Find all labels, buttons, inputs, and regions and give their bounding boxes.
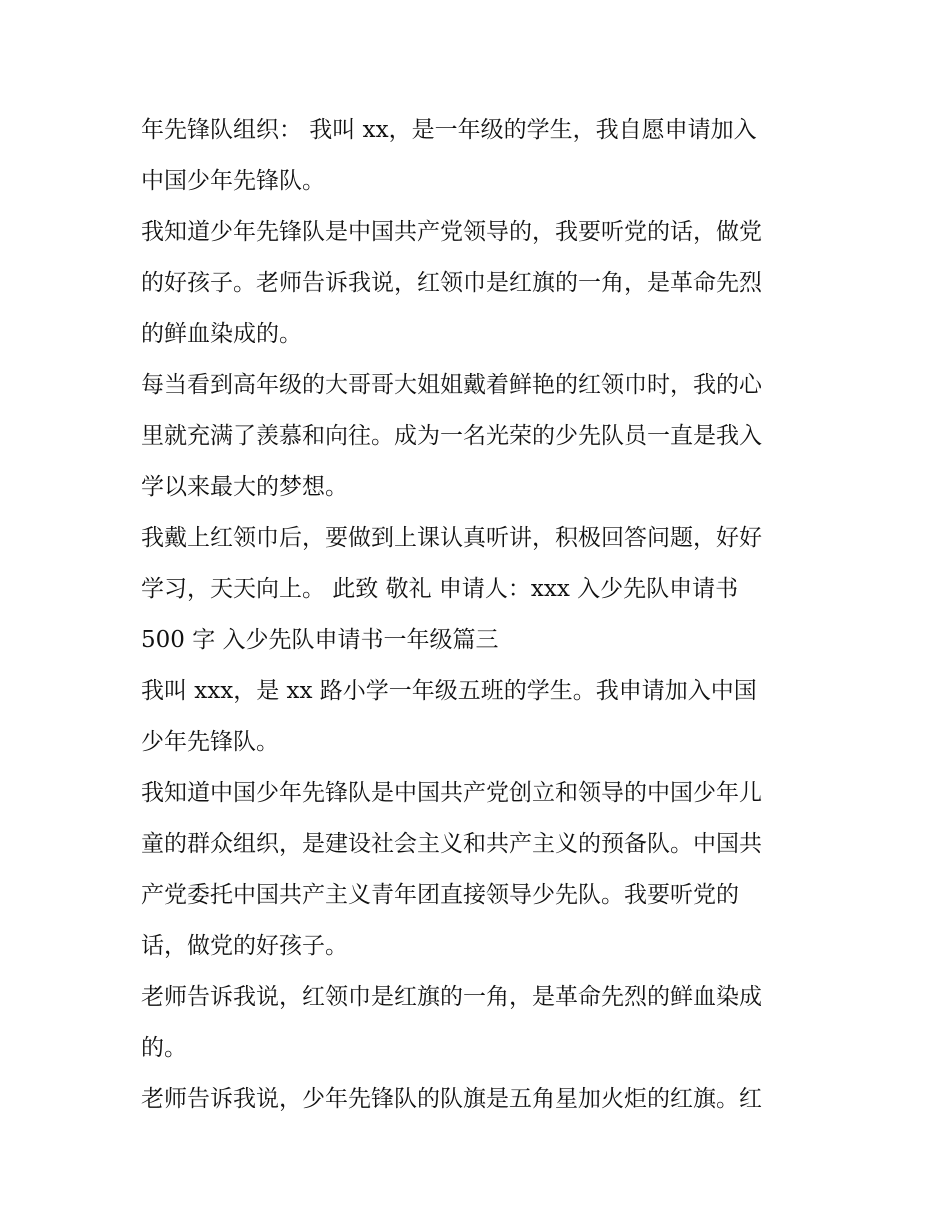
text-line: 年先锋队组织： 我叫 xx，是一年级的学生，我自愿申请加入 <box>141 117 757 143</box>
text-line: 产党委托中国共产主义青年团直接领导少先队。我要听党的 <box>141 882 739 908</box>
text-line: 的鲜血染成的。 <box>141 321 302 347</box>
text-line: 我叫 xxx，是 xx 路小学一年级五班的学生。我申请加入中国 <box>141 678 757 704</box>
text-line: 学以来最大的梦想。 <box>141 474 348 500</box>
text-line: 里就充满了羡慕和向往。成为一名光荣的少先队员一直是我入 <box>141 423 762 449</box>
text-line: 我知道少年先锋队是中国共产党领导的，我要听党的话，做党 <box>141 219 762 245</box>
text-line: 的。 <box>141 1035 187 1061</box>
text-line: 老师告诉我说，少年先锋队的队旗是五角星加火炬的红旗。红 <box>141 1086 762 1112</box>
text-line: 少年先锋队。 <box>141 729 279 755</box>
text-line: 中国少年先锋队。 <box>141 168 325 194</box>
text-line: 学习，天天向上。 此致 敬礼 申请人：xxx 入少先队申请书 <box>141 576 739 602</box>
text-line: 每当看到高年级的大哥哥大姐姐戴着鲜艳的红领巾时，我的心 <box>141 372 762 398</box>
text-line: 我戴上红领巾后，要做到上课认真听讲，积极回答问题，好好 <box>141 525 762 551</box>
text-line: 童的群众组织，是建设社会主义和共产主义的预备队。中国共 <box>141 831 762 857</box>
text-line: 500 字 入少先队申请书一年级篇三 <box>141 627 499 653</box>
text-line: 话，做党的好孩子。 <box>141 933 348 959</box>
text-line: 的好孩子。老师告诉我说，红领巾是红旗的一角，是革命先烈 <box>141 270 762 296</box>
text-line: 老师告诉我说，红领巾是红旗的一角，是革命先烈的鲜血染成 <box>141 984 762 1010</box>
document-body <box>141 105 821 1125</box>
text-line: 我知道中国少年先锋队是中国共产党创立和领导的中国少年儿 <box>141 780 762 806</box>
